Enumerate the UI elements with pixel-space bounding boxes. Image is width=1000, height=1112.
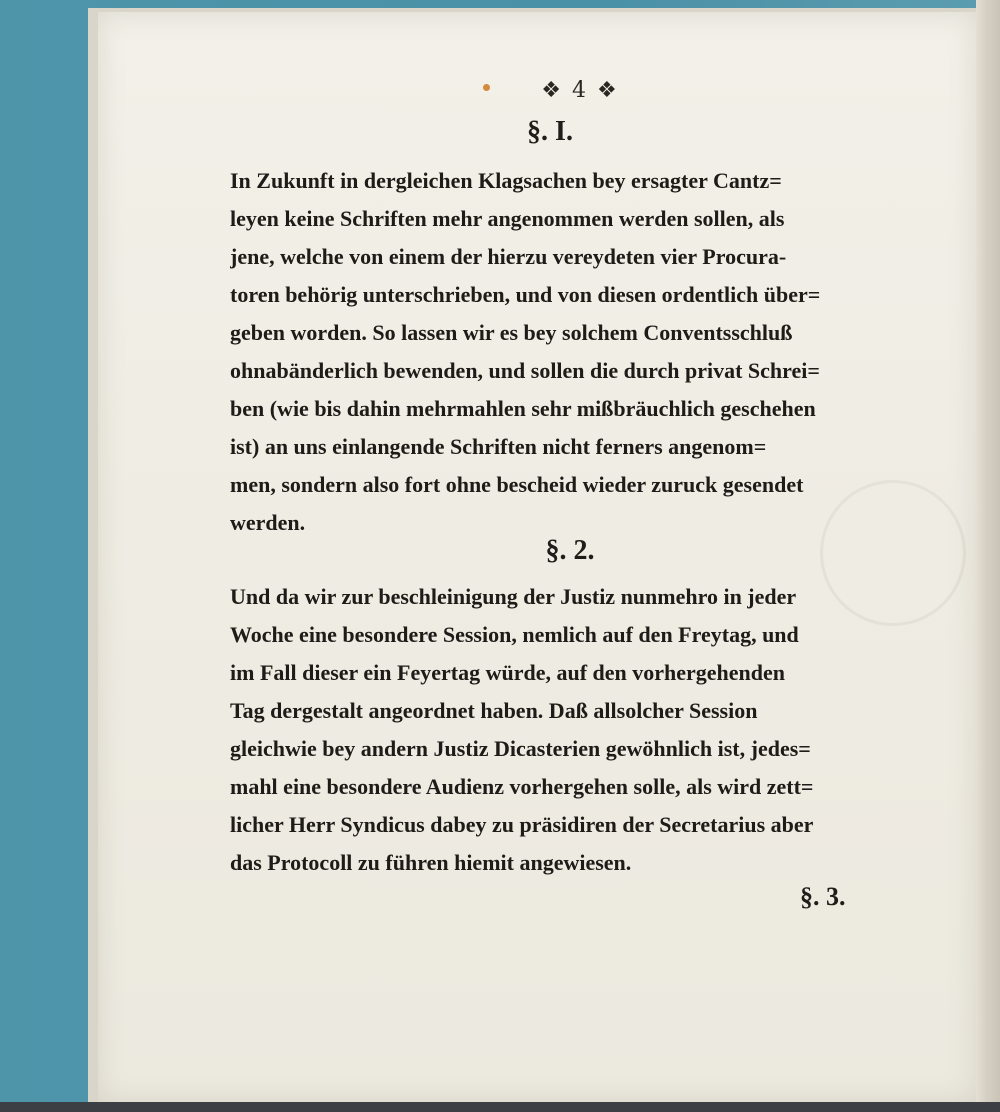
text-line: licher Herr Syndicus dabey zu präsidiren der Secretarius aber bbox=[230, 812, 814, 837]
text-line: das Protocoll zu führen hiemit angewiesen. bbox=[230, 850, 632, 875]
text-line: geben worden. So lassen wir es bey solchem Conventsschluß bbox=[230, 320, 793, 345]
section-1-title: §. I. bbox=[527, 116, 573, 147]
text-line: ohnabänderlich bewenden, und sollen die durch privat Schrei= bbox=[230, 358, 820, 383]
text-line: In Zukunft in dergleichen Klagsachen bey ersagter Cantz= bbox=[230, 168, 782, 193]
text-line: Tag dergestalt angeordnet haben. Daß allsolcher Session bbox=[230, 698, 758, 723]
bottom-band bbox=[0, 1102, 1000, 1112]
catchword: §. 3. bbox=[800, 882, 846, 911]
text-line: werden. bbox=[230, 510, 306, 535]
text-line: gleichwie bey andern Justiz Dicasterien gewöhnlich ist, jedes= bbox=[230, 736, 811, 761]
text-line: im Fall dieser ein Feyertag würde, auf den vorhergehenden bbox=[230, 660, 786, 685]
text-line: Und da wir zur beschleinigung der Justiz nunmehro in jeder bbox=[230, 584, 797, 609]
text-line: leyen keine Schriften mehr angenommen werden sollen, als bbox=[230, 206, 785, 231]
text-line: ist) an uns einlangende Schriften nicht ferners angenom= bbox=[230, 434, 767, 459]
text-line: jene, welche von einem der hierzu vereydeten vier Procura- bbox=[230, 244, 787, 269]
section-2-paragraph bbox=[230, 578, 935, 882]
section-1-paragraph bbox=[230, 162, 935, 542]
text-line: Woche eine besondere Session, nemlich auf den Freytag, und bbox=[230, 622, 799, 647]
page-edge bbox=[976, 0, 1000, 1112]
text-line: toren behörig unterschrieben, und von diesen ordentlich über= bbox=[230, 282, 821, 307]
text-line: ben (wie bis dahin mehrmahlen sehr mißbräuchlich geschehen bbox=[230, 396, 816, 421]
page-marker: ❖ 4 ❖ bbox=[541, 78, 619, 103]
text-line: men, sondern also fort ohne bescheid wieder zuruck gesendet bbox=[230, 472, 804, 497]
text-line: mahl eine besondere Audienz vorhergehen solle, als wird zett= bbox=[230, 774, 814, 799]
section-2-title: §. 2. bbox=[545, 535, 595, 566]
